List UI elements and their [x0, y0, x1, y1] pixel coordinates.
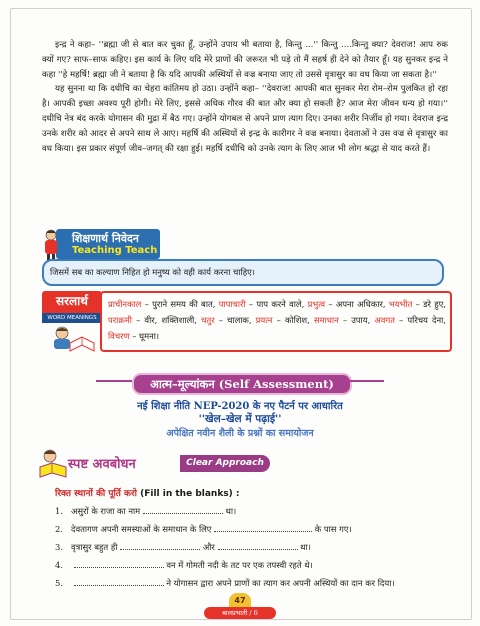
- meaning-term: प्रयत्न: [255, 315, 273, 325]
- meaning-term: विचरण: [108, 331, 130, 341]
- reading-child-icon: [48, 325, 96, 353]
- khel-subtitle: ''खेल–खेल में पढ़ाई'': [198, 413, 282, 425]
- meaning-term: भयभीत: [388, 299, 413, 309]
- meaning-term: पराक्रमी: [108, 315, 132, 325]
- blank[interactable]: [214, 523, 312, 532]
- blank[interactable]: [74, 559, 164, 568]
- meaning-definition: परिचय देना,: [407, 315, 446, 325]
- word-meanings-title-english: WORD MEANINGS: [42, 313, 102, 323]
- blank[interactable]: [218, 541, 298, 550]
- story-text: [42, 38, 448, 156]
- meaning-definition: चालाक,: [227, 315, 252, 325]
- teacher-icon: [42, 229, 60, 261]
- teaching-note-text: जिसमें सब का कल्याण निहित हो मनुष्य को वही कार्य करना चाहिए।: [50, 267, 255, 277]
- meaning-term: समाधान: [313, 315, 339, 325]
- word-meanings-box: प्राचीनकाल – पुराने समय की बात, पापाचारी – पाप करने वाले, प्रभुत्व – अपना अधिकार, भयभीत – डरे हुए, पराक्रमी – वीर, शक्तिशाली, चतुर – चालाक, प्रयत्न – कोशिश, समाधान – उपाय, अवगत – परिचय देना, विचरण – घूमना।: [100, 291, 452, 352]
- divider-left: [96, 380, 132, 382]
- meaning-term: अवगत: [374, 315, 395, 325]
- clear-approach-title-hindi: स्पष्ट अवबोधन: [68, 457, 136, 472]
- meaning-term: प्राचीनकाल: [108, 299, 142, 309]
- fill-blanks-heading-english: (Fill in the blanks) :: [140, 489, 240, 499]
- teaching-banner: [42, 229, 162, 261]
- book-reader-icon: [38, 447, 68, 479]
- meaning-definition: वीर, शक्तिशाली,: [144, 315, 197, 325]
- meaning-term: प्रभुत्व: [307, 299, 326, 309]
- question-4: 4. वन में गोमती नदी के तट पर एक तपस्वी रहते थे।: [55, 560, 313, 570]
- divider-right: [348, 380, 384, 382]
- question-3: 3. वृत्रासुर बहुत ही और था।: [55, 542, 311, 552]
- page-number: 47: [229, 593, 251, 609]
- blank[interactable]: [74, 577, 164, 586]
- teaching-banner-box: [56, 229, 160, 259]
- paragraph-2: यह सुनना था कि दधीचि का चेहरा कांतिमय हो उठा। उन्होंने कहा– ''देवराज! आपकी बात सुनकर मेरा रोम–रोम पुलकित हो रहा है। आपकी इच्छा अवश्य पूरी होगी। मेरे लिए, इससे अधिक गौरव की बात और क्या हो सकती है? आज मेरा जीवन धन्य हो गया।'' दधीचि नेत्र बंद करके योगासन की मुद्रा में बैठ गए। उन्होंने योगबल से अपने प्राण त्याग दिए। उनका शरीर निर्जीव हो गया। देवराज इन्द्र उनके शरीर को आदर से अपने साथ ले आए। महर्षि की अस्थियों से इन्द्र के कारीगर ने वज्र बनाया। देवताओं ने उस वज्र से वृत्रासुर का वध किया। इस प्रकार संपूर्ण जीव–जगत् की रक्षा हुई। महर्षि दधीचि को उनके त्याग के लिए आज भी लोग श्रद्धा से याद करते हैं।: [42, 84, 448, 154]
- word-meanings-title-hindi: सरलार्थ: [42, 291, 102, 313]
- clear-approach-title-english: Clear Approach: [180, 455, 270, 472]
- meaning-definition: पुराने समय की बात,: [152, 299, 216, 309]
- page-footer: [204, 593, 276, 619]
- book-label: बालप्रभाती / 6: [204, 607, 276, 619]
- paragraph-1: इन्द्र ने कहा– ''ब्रह्मा जी से बात कर चुका हूँ, उन्होंने उपाय भी बताया है, किन्तु ...'' किन्तु ....किन्तु क्या? देवराज! आप रुक क्यों गए? साफ–साफ कहिए। इस कार्य के लिए यदि मेरे प्राणों की जरूरत भी पड़े तो मैं सहर्ष ही देने को तैयार हूँ। यह सुनकर इन्द्र ने कहा ''हे महर्षि! ब्रह्मा जी ने बताया है कि यदि आपकी अस्थियों से वज्र बनाया जाए तो उससे वृत्रासुर का वध किया जा सकता है।'': [42, 40, 449, 80]
- fill-blanks-heading-hindi: रिक्त स्थानों की पूर्ति करो: [55, 489, 137, 499]
- meaning-definition: घूमना।: [139, 331, 160, 341]
- fill-blanks-heading: [55, 486, 240, 499]
- blank[interactable]: [143, 505, 223, 514]
- meaning-definition: पाप करने वाले,: [256, 299, 305, 309]
- question-2: 2. देवतागण अपनी समस्याओं के समाधान के लिए के पास गए।: [55, 524, 352, 534]
- question-5: 5. ने योगासन द्वारा अपने प्राणों का त्याग कर अपनी अस्थियों का दान कर दिया।: [55, 578, 395, 588]
- meaning-definition: उपाय,: [351, 315, 371, 325]
- word-meanings-badge: [42, 291, 102, 353]
- self-assessment-title: आत्म–मूल्यांकन (Self Assessment): [132, 373, 352, 395]
- meaning-term: चतुर: [201, 315, 215, 325]
- teaching-title-english: Teaching Teach: [72, 245, 158, 256]
- expected-style-subtitle: अपेक्षित नवीन शैली के प्रश्नों का समायोजन: [166, 428, 314, 439]
- question-1: 1. असुरों के राजा का नाम था।: [55, 506, 237, 516]
- meaning-definition: कोशिश,: [284, 315, 310, 325]
- teaching-note: [42, 259, 444, 286]
- nep-subtitle: नई शिक्षा नीति NEP-2020 के नए पैटर्न पर आधारित: [137, 401, 343, 412]
- blank[interactable]: [120, 541, 200, 550]
- meaning-definition: अपना अधिकार,: [335, 299, 386, 309]
- meaning-term: पापाचारी: [218, 299, 246, 309]
- meaning-definition: डरे हुए,: [423, 299, 446, 309]
- teaching-title-hindi: शिक्षणार्थ निवेदन: [72, 232, 139, 245]
